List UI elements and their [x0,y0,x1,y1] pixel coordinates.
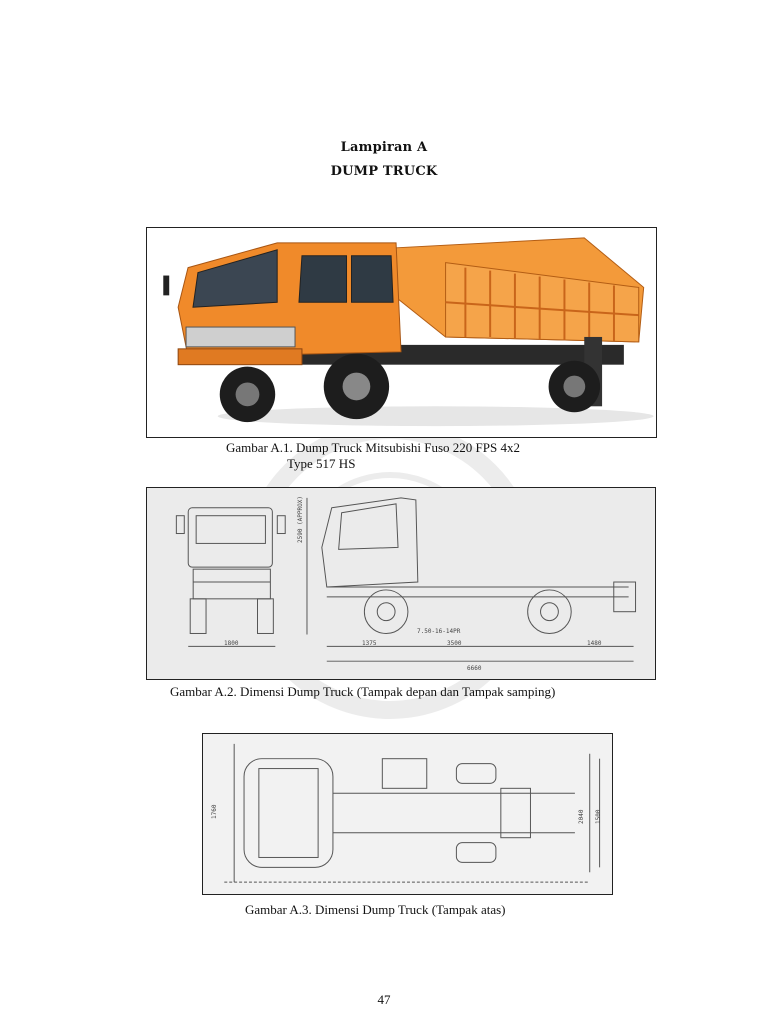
top-right-dimension-1: 2040 [578,809,585,824]
dump-truck-illustration [147,228,656,437]
rear-overhang-label: 1480 [587,640,602,647]
wheel-middle [324,354,389,419]
wheelbase-label: 3500 [447,640,462,647]
wheel-rear [549,361,601,413]
top-left-dimension: 1760 [211,804,218,819]
top-right-dimension-2: 1500 [595,809,602,824]
figure-3-caption: Gambar A.3. Dimensi Dump Truck (Tampak atas) [245,902,506,917]
wheel-front [220,367,275,422]
figure-1-caption-type: Type 517 HS [287,456,356,471]
height-label: 2590 (APPROX) [297,496,304,543]
appendix-heading: Lampiran A [340,140,428,155]
overall-length-label: 6660 [467,665,482,672]
figure-front-side-drawing [146,487,656,680]
top-view-dimension-drawing [203,734,612,894]
appendix-title: DUMP TRUCK [330,164,438,179]
page-number: 47 [377,992,391,1007]
front-width-label: 1800 [224,640,239,647]
figure-dump-truck-photo [146,227,657,438]
front-overhang-label: 1375 [362,640,377,647]
figure-top-view-drawing [202,733,613,895]
front-side-dimension-drawing [147,488,655,679]
figure-2-caption: Gambar A.2. Dimensi Dump Truck (Tampak depan dan Tampak samping) [170,684,556,699]
tire-spec-label: 7.50-16-14PR [417,628,461,635]
figure-1-caption: Gambar A.1. Dump Truck Mitsubishi Fuso 220 FPS 4x2 [226,440,520,455]
